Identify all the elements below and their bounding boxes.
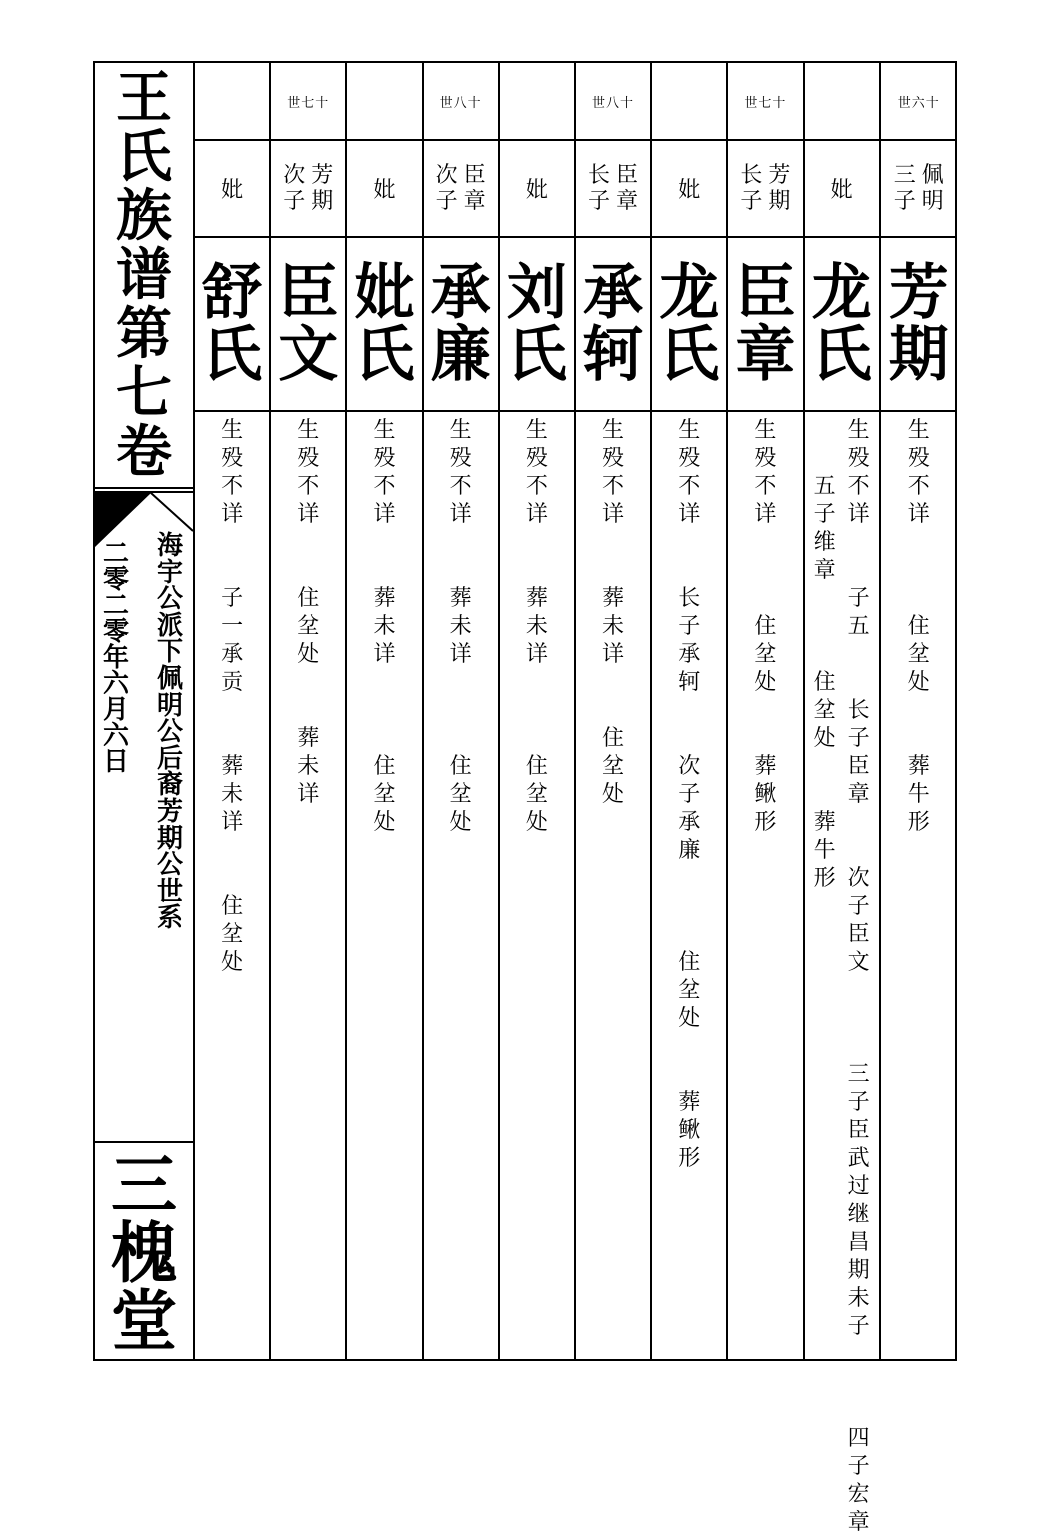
- parent-name: 芳 期: [768, 162, 791, 214]
- generation-label: 世七十: [271, 63, 345, 141]
- note-line: 生 殁 不 详 葬 未 详 住 坌 处: [602, 418, 625, 807]
- person-column: [424, 63, 500, 1359]
- birth-order: 次 子: [435, 162, 458, 214]
- relation-cell: [805, 141, 879, 238]
- title-band: [95, 63, 195, 1359]
- parent-name: 佩 明: [921, 162, 944, 214]
- note-line: 生 殁 不 详 葬 未 详 住 坌 处: [373, 418, 396, 835]
- parent-name: 臣 章: [616, 162, 639, 214]
- note-line: 五 子 维 章 住 坌 处 葬 牛 形: [813, 474, 836, 891]
- birth-order: 长 子: [740, 162, 763, 214]
- person-name: 承 轲: [576, 238, 650, 412]
- relation-cell: [271, 141, 345, 238]
- person-name: 承 廉: [424, 238, 498, 412]
- generation-label: 世六十: [881, 63, 957, 141]
- birth-order: 三 子: [893, 162, 916, 214]
- relation-cell: [881, 141, 957, 238]
- generation-label: [500, 63, 574, 141]
- parent-name: 臣 章: [463, 162, 486, 214]
- person-name: 龙 氏: [805, 238, 879, 412]
- generation-label: [195, 63, 269, 141]
- biography-notes: [500, 417, 574, 1359]
- generation-label: [652, 63, 726, 141]
- spouse-label: 妣: [525, 178, 548, 203]
- generation-label: 世七十: [728, 63, 802, 141]
- biography-notes: [576, 417, 650, 1359]
- person-name: 芳 期: [881, 238, 957, 412]
- relation-cell: [652, 141, 726, 238]
- birth-order: 长 子: [588, 162, 611, 214]
- generation-label: 世八十: [424, 63, 498, 141]
- generation-label: [347, 63, 421, 141]
- note-line: 生 殁 不 详 住 坌 处 葬 鳅 形: [754, 418, 777, 835]
- person-column: [881, 63, 957, 1359]
- parent-name: 芳 期: [311, 162, 334, 214]
- note-line: 生 殁 不 详 葬 未 详 住 坌 处: [449, 418, 472, 835]
- relation-cell: [576, 141, 650, 238]
- relation-cell: [195, 141, 269, 238]
- note-line: 生 殁 不 详 住 坌 处 葬 牛 形: [907, 418, 930, 835]
- compilation-date: 二 零 二 零 年 六 月 六 日: [102, 539, 129, 777]
- biography-notes: [271, 417, 345, 1359]
- biography-notes: [881, 417, 957, 1359]
- genealogy-columns: [195, 63, 955, 1535]
- genealogy-page-frame: [93, 61, 957, 1535]
- person-name: 臣 章: [728, 238, 802, 412]
- relation-cell: [347, 141, 421, 238]
- person-name: 妣 氏: [347, 238, 421, 412]
- person-name: 臣 文: [271, 238, 345, 412]
- note-line: 生 殁 不 详 长 子 承 轲 次 子 承 廉 住 坌 处 葬 鳅 形: [678, 418, 701, 1171]
- person-column: [500, 63, 576, 1359]
- birth-order: 次 子: [283, 162, 306, 214]
- person-name: 刘 氏: [500, 238, 574, 412]
- note-line: 生 殁 不 详 子 五 长 子 臣 章 次 子 臣 文 三 子 臣 武 过 继 昌 期 未 子 四 子 宏 章: [847, 418, 870, 1535]
- biography-notes: [424, 417, 498, 1359]
- divider: [95, 487, 193, 489]
- person-column: [195, 63, 271, 1359]
- person-column: [728, 63, 804, 1359]
- spouse-label: 妣: [678, 178, 701, 203]
- note-line: 生 殁 不 详 住 坌 处 葬 未 详: [297, 418, 320, 807]
- generation-label: [805, 63, 879, 141]
- note-line: 生 殁 不 详 子 一 承 贡 葬 未 详 住 坌 处: [221, 418, 244, 975]
- relation-cell: [728, 141, 802, 238]
- book-title: 王 氏 族 谱 第 七 卷: [116, 64, 172, 485]
- person-column: [347, 63, 423, 1359]
- biography-notes: [347, 417, 421, 1359]
- person-name: 舒 氏: [195, 238, 269, 412]
- biography-notes: [195, 417, 269, 1359]
- person-name: 龙 氏: [652, 238, 726, 412]
- person-column: [271, 63, 347, 1359]
- branch-lineage-text: 海 宇 公 派 下 佩 明 公 后 裔 芳 期 公 世 系: [156, 531, 183, 934]
- note-line: 生 殁 不 详 葬 未 详 住 坌 处: [525, 418, 548, 835]
- person-column: [805, 63, 881, 1535]
- spouse-label: 妣: [221, 178, 244, 203]
- person-column: [652, 63, 728, 1359]
- divider: [95, 1141, 193, 1143]
- person-column: [576, 63, 652, 1359]
- biography-notes: [652, 417, 726, 1359]
- generation-label: 世八十: [576, 63, 650, 141]
- relation-cell: [424, 141, 498, 238]
- spouse-label: 妣: [373, 178, 396, 203]
- hall-name: 三 槐 堂: [111, 1146, 177, 1360]
- relation-cell: [500, 141, 574, 238]
- biography-notes: [805, 417, 879, 1535]
- spouse-label: 妣: [830, 178, 853, 203]
- biography-notes: [728, 417, 802, 1359]
